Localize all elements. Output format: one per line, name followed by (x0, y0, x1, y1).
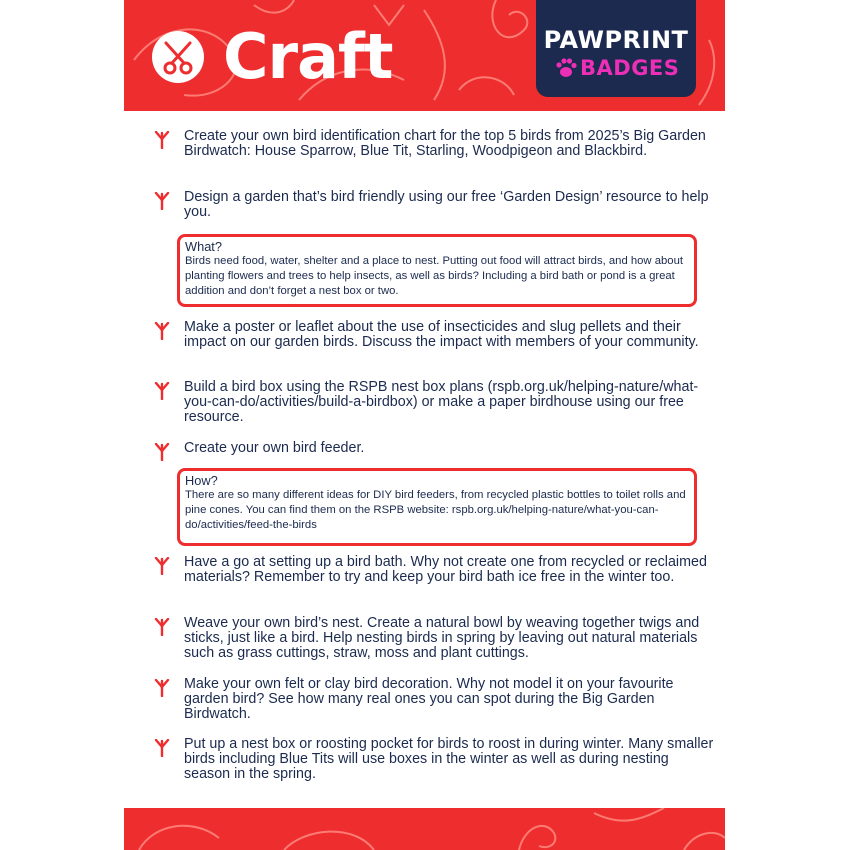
info-box-body: Birds need food, water, shelter and a place to nest. Putting out food will attract birds, and how about planting flowers and trees to help insects, as well as birds? Including a bird bath or pond is a great addition and don’t forget a nest box or two. (185, 255, 683, 297)
list-item-text: Have a go at setting up a bird bath. Why not create one from recycled or reclaimed materials? Remember to try and keep your bird bath ice free in the winter too. (184, 554, 707, 586)
info-box-how (177, 468, 697, 546)
list-item-text: Create your own bird feeder. (184, 440, 365, 456)
bird-footprint-icon (154, 382, 170, 400)
pawprint-badges-logo (536, 0, 696, 97)
bird-footprint-icon (154, 618, 170, 636)
list-item-text: Create your own bird identification chart for the top 5 birds from 2025’s Big Garden Birdwatch: House Sparrow, Blue Tit, Starling, Woodpigeon and Blackbird. (184, 128, 706, 160)
list-item-text: Design a garden that’s bird friendly using our free ‘Garden Design’ resource to help you. (184, 189, 709, 221)
list-item-text: Put up a nest box or roosting pocket for birds to roost in during winter. Many smaller birds including Blue Tits will use boxes in the winter as well as during nesting season in the spring. (184, 736, 714, 783)
bird-footprint-icon (154, 679, 170, 697)
page (124, 0, 725, 850)
bird-footprint-icon (154, 192, 170, 210)
info-box-label: What? (185, 239, 222, 254)
scissors-icon (152, 31, 204, 83)
paw-icon (554, 56, 578, 80)
logo-text-pawprint: PAWPRINT (543, 26, 689, 54)
info-box-what (177, 234, 697, 307)
bird-footprint-icon (154, 739, 170, 757)
logo-text-badges: BADGES (580, 56, 680, 80)
list-item-text: Weave your own bird’s nest. Create a natural bowl by weaving together twigs and sticks, just like a bird. Help nesting birds in spring by leaving out natural materials such as grass cuttings, straw, moss and plant cuttings. (184, 615, 700, 662)
list-item-text: Make your own felt or clay bird decoration. Why not model it on your favourite garden bird? See how many real ones you can spot during the Big Garden Birdwatch. (184, 676, 674, 723)
footer-banner (124, 808, 725, 850)
list-item-text: Make a poster or leaflet about the use of insecticides and slug pellets and their impact on our garden birds. Discuss the impact with members of your community. (184, 319, 699, 351)
header-banner (124, 0, 725, 111)
bird-footprint-icon (154, 131, 170, 149)
bird-footprint-icon (154, 557, 170, 575)
page-title: Craft (223, 20, 393, 93)
info-box-body: There are so many different ideas for DIY bird feeders, from recycled plastic bottles to toilet rolls and pine cones. You can find them on the RSPB website: rspb.org.uk/helping-nature/what-you-can-do/activities/feed-the-birds (185, 489, 686, 531)
info-box-label: How? (185, 473, 218, 488)
bird-footprint-icon (154, 322, 170, 340)
list-item-text: Build a bird box using the RSPB nest box plans (rspb.org.uk/helping-nature/what-you-can-do/activities/build-a-birdbox) or make a paper birdhouse using our free resource. (184, 379, 699, 426)
scissors-badge (152, 31, 204, 83)
decorative-bird-pattern (124, 808, 725, 850)
bird-footprint-icon (154, 443, 170, 461)
